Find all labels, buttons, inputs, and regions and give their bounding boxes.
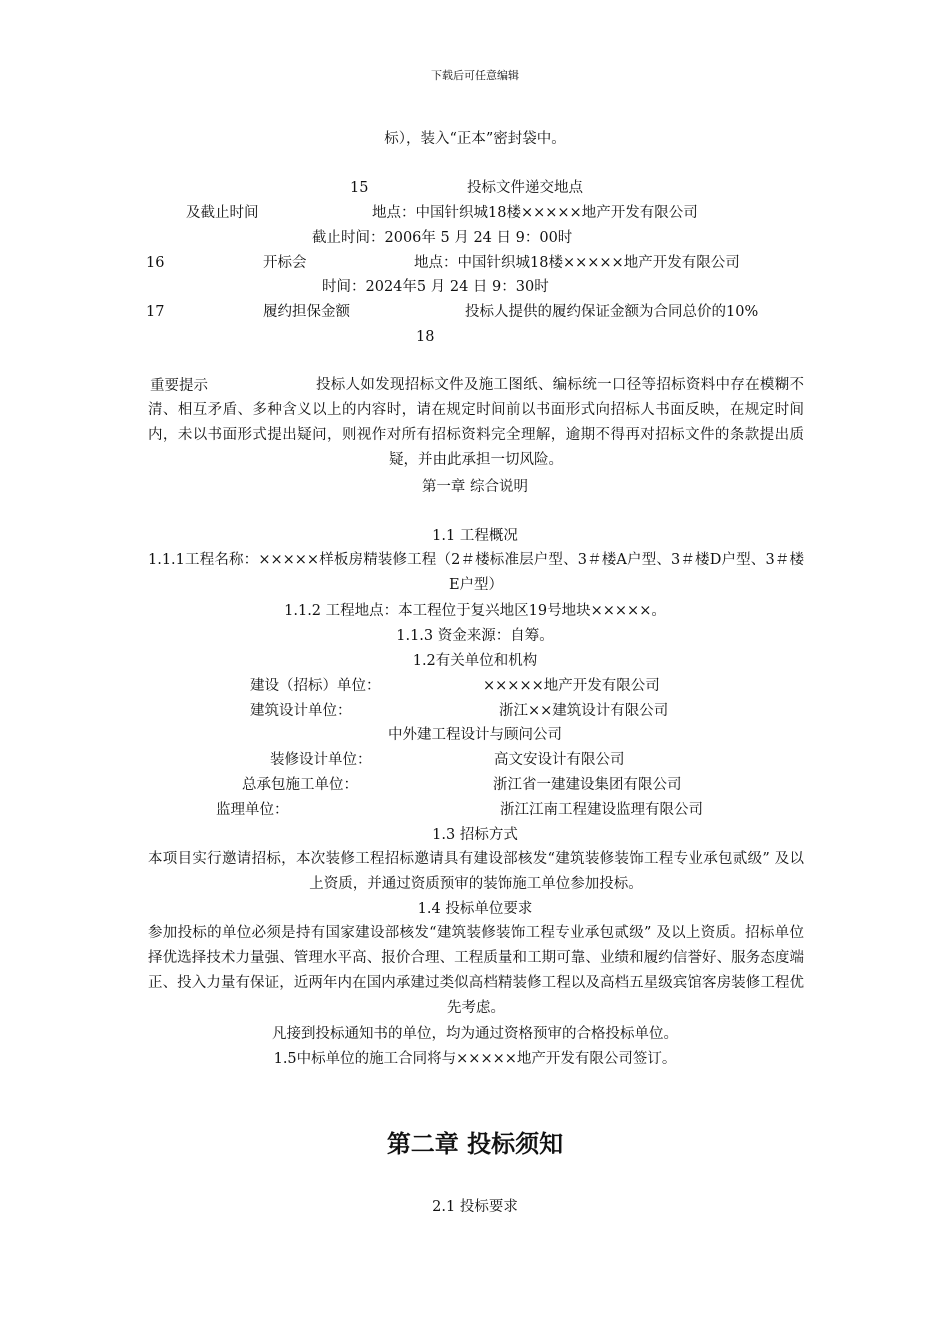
decoration-designer-value: 高文安设计有限公司 xyxy=(494,752,625,768)
row-16-number: 16 xyxy=(146,255,165,271)
section-1-1-3: 1.1.3 资金来源：自筹。 xyxy=(396,628,554,644)
row-15-deadline: 截止时间：2006年 5 月 24 日 9：00时 xyxy=(312,230,573,246)
decoration-designer-label: 装修设计单位： xyxy=(270,752,372,768)
general-contractor-value: 浙江省一建建设集团有限公司 xyxy=(493,777,682,793)
owner-label: 建设（招标）单位： xyxy=(250,678,381,694)
general-contractor-label: 总承包施工单位： xyxy=(242,777,358,793)
row-16-time: 时间：2024年5 月 24 日 9：30时 xyxy=(322,279,549,295)
row-16-title: 开标会 xyxy=(263,255,307,271)
row-18-number: 18 xyxy=(416,329,435,345)
section-2-1-heading: 2.1 投标要求 xyxy=(432,1199,518,1215)
section-1-1-heading: 1.1 工程概况 xyxy=(432,528,518,544)
page-header: 下载后可任意编辑 xyxy=(431,69,519,82)
architect-value: 浙江××建筑设计有限公司 xyxy=(499,703,669,719)
row-15-title: 投标文件递交地点 xyxy=(467,180,583,196)
architect-label: 建筑设计单位： xyxy=(250,703,352,719)
section-1-1-1: 1.1.1工程名称：×××××样板房精装修工程（2＃楼标准层户型、3＃楼A户型、3＃楼D户型、3＃楼E户型） xyxy=(148,552,804,593)
architect-value-2: 中外建工程设计与顾问公司 xyxy=(388,727,562,743)
section-1-3-text: 本项目实行邀请招标，本次装修工程招标邀请具有建设部核发“建筑装修装饰工程专业承包贰级” 及以上资质，并通过资质预审的装饰施工单位参加投标。 xyxy=(148,851,804,892)
row-15-number: 15 xyxy=(350,180,369,196)
section-1-2-heading: 1.2有关单位和机构 xyxy=(412,653,538,669)
section-1-4-text-2: 凡接到投标通知书的单位，均为通过资格预审的合格投标单位。 xyxy=(272,1026,678,1042)
continued-line: 标），装入“正本”密封袋中。 xyxy=(384,131,566,147)
notice-text: 投标人如发现招标文件及施工图纸、编标统一口径等招标资料中存在模糊不清、相互矛盾、多种含义以上的内容时，请在规定时间前以书面形式向招标人书面反映，在规定时间内，未以书面形式提出疑问，则视作对所有招标资料完全理解，逾期不得再对招标文件的条款提出质疑，并由此承担一切风险。 xyxy=(148,377,804,468)
row-15-title-cont: 及截止时间 xyxy=(186,205,259,221)
section-1-4-text: 参加投标的单位必须是持有国家建设部核发“建筑装修装饰工程专业承包贰级” 及以上资质。招标单位择优选择技术力量强、管理水平高、报价合理、工程质量和工期可靠、业绩和履约信誉好、服务态度端正、投入力量有保证，近两年内在国内承建过类似高档精装修工程以及高档五星级宾馆客房装修工程优先考虑。 xyxy=(148,925,804,1016)
section-1-3-heading: 1.3 招标方式 xyxy=(432,827,518,843)
supervisor-label: 监理单位： xyxy=(216,802,289,818)
supervisor-value: 浙江江南工程建设监理有限公司 xyxy=(500,802,703,818)
row-15-place: 地点：中国针织城18楼×××××地产开发有限公司 xyxy=(372,205,698,221)
notice-label: 重要提示 xyxy=(150,378,208,394)
section-1-1-2: 1.1.2 工程地点：本工程位于复兴地区19号地块×××××。 xyxy=(284,603,666,619)
chapter-1-title: 第一章 综合说明 xyxy=(421,479,529,495)
row-17-number: 17 xyxy=(146,304,165,320)
section-1-4-heading: 1.4 投标单位要求 xyxy=(417,901,533,917)
owner-value: ×××××地产开发有限公司 xyxy=(483,678,660,694)
row-17-value: 投标人提供的履约保证金额为合同总价的10% xyxy=(465,304,759,320)
section-1-5: 1.5中标单位的施工合同将与×××××地产开发有限公司签订。 xyxy=(273,1051,677,1067)
chapter-2-title: 第二章 投标须知 xyxy=(386,1130,564,1158)
row-17-title: 履约担保金额 xyxy=(263,304,350,320)
row-16-place: 地点：中国针织城18楼×××××地产开发有限公司 xyxy=(414,255,740,271)
